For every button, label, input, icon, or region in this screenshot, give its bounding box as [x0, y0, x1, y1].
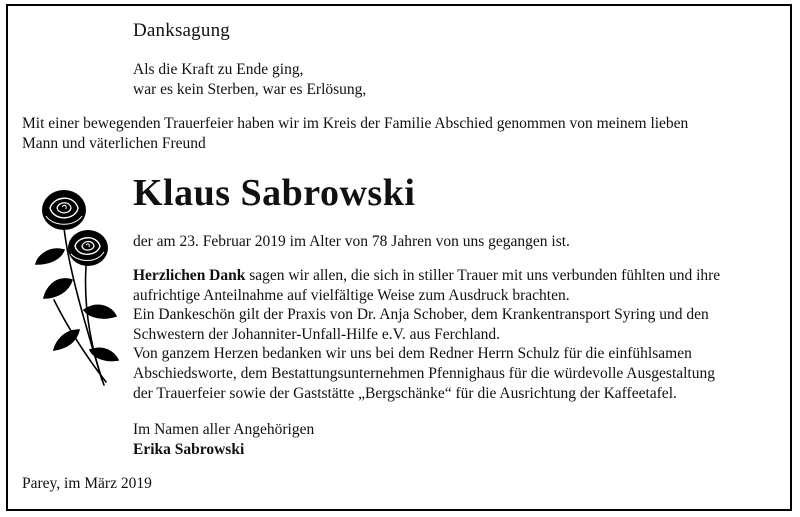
thanks-bold-start: Herzlichen Dank [133, 267, 246, 284]
signer-name-text: Erika Sabrowski [133, 441, 245, 458]
thanks-line [133, 266, 720, 286]
thanks-line: aufrichtige Anteilnahme auf vielfältige Weise zum Ausdruck brachten. [133, 286, 570, 304]
thanks-line: Von ganzem Herzen bedanken wir uns bei dem Redner Herrn Schulz für die einfühlsamen [133, 345, 692, 363]
thanks-line: Schwestern der Johanniter-Unfall-Hilfe e.V. aus Ferchland. [133, 325, 500, 343]
thanks-line: Ein Dankeschön gilt der Praxis von Dr. Anja Schober, dem Krankentransport Syring und den [133, 306, 709, 324]
place-date: Parey, im März 2019 [22, 475, 152, 492]
poem-line: Als die Kraft zu Ende ging, [133, 61, 304, 78]
signer-name [133, 440, 314, 460]
intro-text [22, 114, 688, 154]
notice-heading: Danksagung [133, 20, 230, 41]
death-line: der am 23. Februar 2019 im Alter von 78 Jahren von uns gegangen ist. [133, 233, 570, 250]
thanks-line-rest: sagen wir allen, die sich in stiller Trauer mit uns verbunden fühlten und ihre [245, 267, 721, 284]
thanks-line: der Trauerfeier sowie der Gaststätte „Bergschänke“ für die Ausrichtung der Kaffeetafel. [133, 384, 677, 402]
thanks-line: Abschiedsworte, dem Bestattungsunternehmen Pfennighaus für die würdevolle Ausgestaltung [133, 364, 715, 382]
deceased-name: Klaus Sabrowski [133, 172, 416, 214]
thanks-text [133, 266, 720, 403]
signature-line: Im Namen aller Angehörigen [133, 421, 315, 438]
poem [133, 60, 366, 100]
intro-line: Mit einer bewegenden Trauerfeier haben wir im Kreis der Familie Abschied genommen von meinem lieben [22, 115, 689, 132]
poem-line: war es kein Sterben, war es Erlösung, [133, 81, 367, 98]
roses-icon [24, 180, 124, 390]
signature-block [133, 420, 314, 460]
intro-line: Mann und väterlichen Freund [22, 135, 206, 152]
